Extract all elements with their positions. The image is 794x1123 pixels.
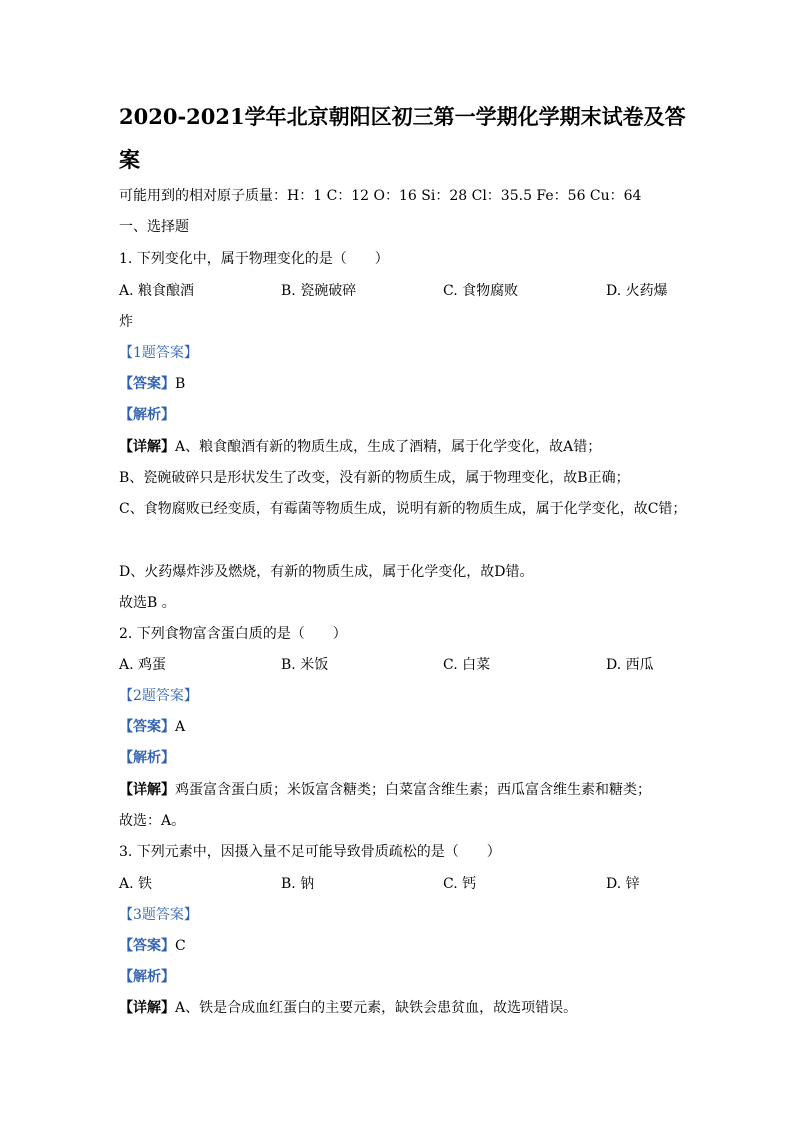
- q1-option-a: A. 粮食酿酒: [119, 283, 195, 299]
- q1-detail-c: C、食物腐败已经变质，有霉菌等物质生成，说明有新的物质生成，属于化学变化，故C错；: [119, 501, 687, 517]
- q1-detail-b: B、瓷碗破碎只是形状发生了改变，没有新的物质生成，属于物理变化，故B正确；: [119, 470, 630, 486]
- q2-answer-label: 【答案】: [119, 719, 175, 735]
- q2-detail-label: 【详解】: [119, 782, 175, 798]
- q1-answer-label: 【答案】: [119, 376, 175, 392]
- q1-answer-value: B: [175, 376, 186, 392]
- q2-option-c: C. 白菜: [443, 657, 491, 673]
- q2-answer-value: A: [175, 719, 186, 735]
- q2-stem: 2. 下列食物富含蛋白质的是（ ）: [119, 626, 347, 642]
- q1-detail-a: A、粮食酿酒有新的物质生成，生成了酒精，属于化学变化，故A错；: [175, 439, 602, 455]
- q3-analysis-label: 【解析】: [119, 969, 175, 985]
- q1-detail-a-line: [119, 438, 601, 456]
- q3-detail-a: A、铁是合成血红蛋白的主要元素，缺铁会患贫血，故选项错误。: [175, 1000, 578, 1016]
- q1-option-d-wrap: 炸: [119, 314, 133, 330]
- q3-detail-a-line: [119, 999, 577, 1017]
- q3-answer-label: 【答案】: [119, 938, 175, 954]
- section-heading: 一、选择题: [119, 219, 189, 235]
- q2-answer-tag: 【2题答案】: [119, 688, 198, 704]
- q2-option-d: D. 西瓜: [606, 657, 654, 673]
- q2-conclusion: 故选：A。: [119, 813, 186, 829]
- q1-stem: 1. 下列变化中，属于物理变化的是（ ）: [119, 251, 389, 267]
- q2-detail-line: [119, 781, 651, 799]
- q2-answer-line: [119, 718, 185, 736]
- q3-option-b: B. 钠: [281, 876, 315, 892]
- q1-conclusion: 故选B 。: [119, 595, 176, 611]
- q2-detail: 鸡蛋富含蛋白质；米饭富含糖类；白菜富含维生素；西瓜富含维生素和糖类；: [175, 782, 651, 798]
- q3-answer-line: [119, 937, 186, 955]
- q1-option-d: D. 火药爆: [606, 283, 668, 299]
- q3-option-c: C. 钙: [443, 876, 477, 892]
- q1-answer-line: [119, 375, 185, 393]
- q1-detail-label: 【详解】: [119, 439, 175, 455]
- q1-answer-tag: 【1题答案】: [119, 345, 198, 361]
- q3-stem: 3. 下列元素中，因摄入量不足可能导致骨质疏松的是（ ）: [119, 844, 501, 860]
- q1-option-c: C. 食物腐败: [443, 283, 519, 299]
- q2-option-b: B. 米饭: [281, 657, 329, 673]
- q3-option-d: D. 锌: [606, 876, 640, 892]
- q1-analysis-label: 【解析】: [119, 407, 175, 423]
- q3-detail-label: 【详解】: [119, 1000, 175, 1016]
- q3-option-a: A. 铁: [119, 876, 153, 892]
- q2-analysis-label: 【解析】: [119, 750, 175, 766]
- q3-answer-tag: 【3题答案】: [119, 907, 198, 923]
- atomic-masses-note: 可能用到的相对原子质量：H：1 C：12 O：16 Si：28 Cl：35.5 Fe：56 Cu：64: [119, 188, 642, 204]
- document-title-line-1: 2020-2021学年北京朝阳区初三第一学期化学期末试卷及答: [119, 104, 686, 129]
- q3-answer-value: C: [175, 938, 186, 954]
- q1-option-b: B. 瓷碗破碎: [281, 283, 357, 299]
- document-title-line-2: 案: [119, 147, 140, 172]
- q2-option-a: A. 鸡蛋: [119, 657, 167, 673]
- q1-detail-d: D、火药爆炸涉及燃烧，有新的物质生成，属于化学变化，故D错。: [119, 564, 534, 580]
